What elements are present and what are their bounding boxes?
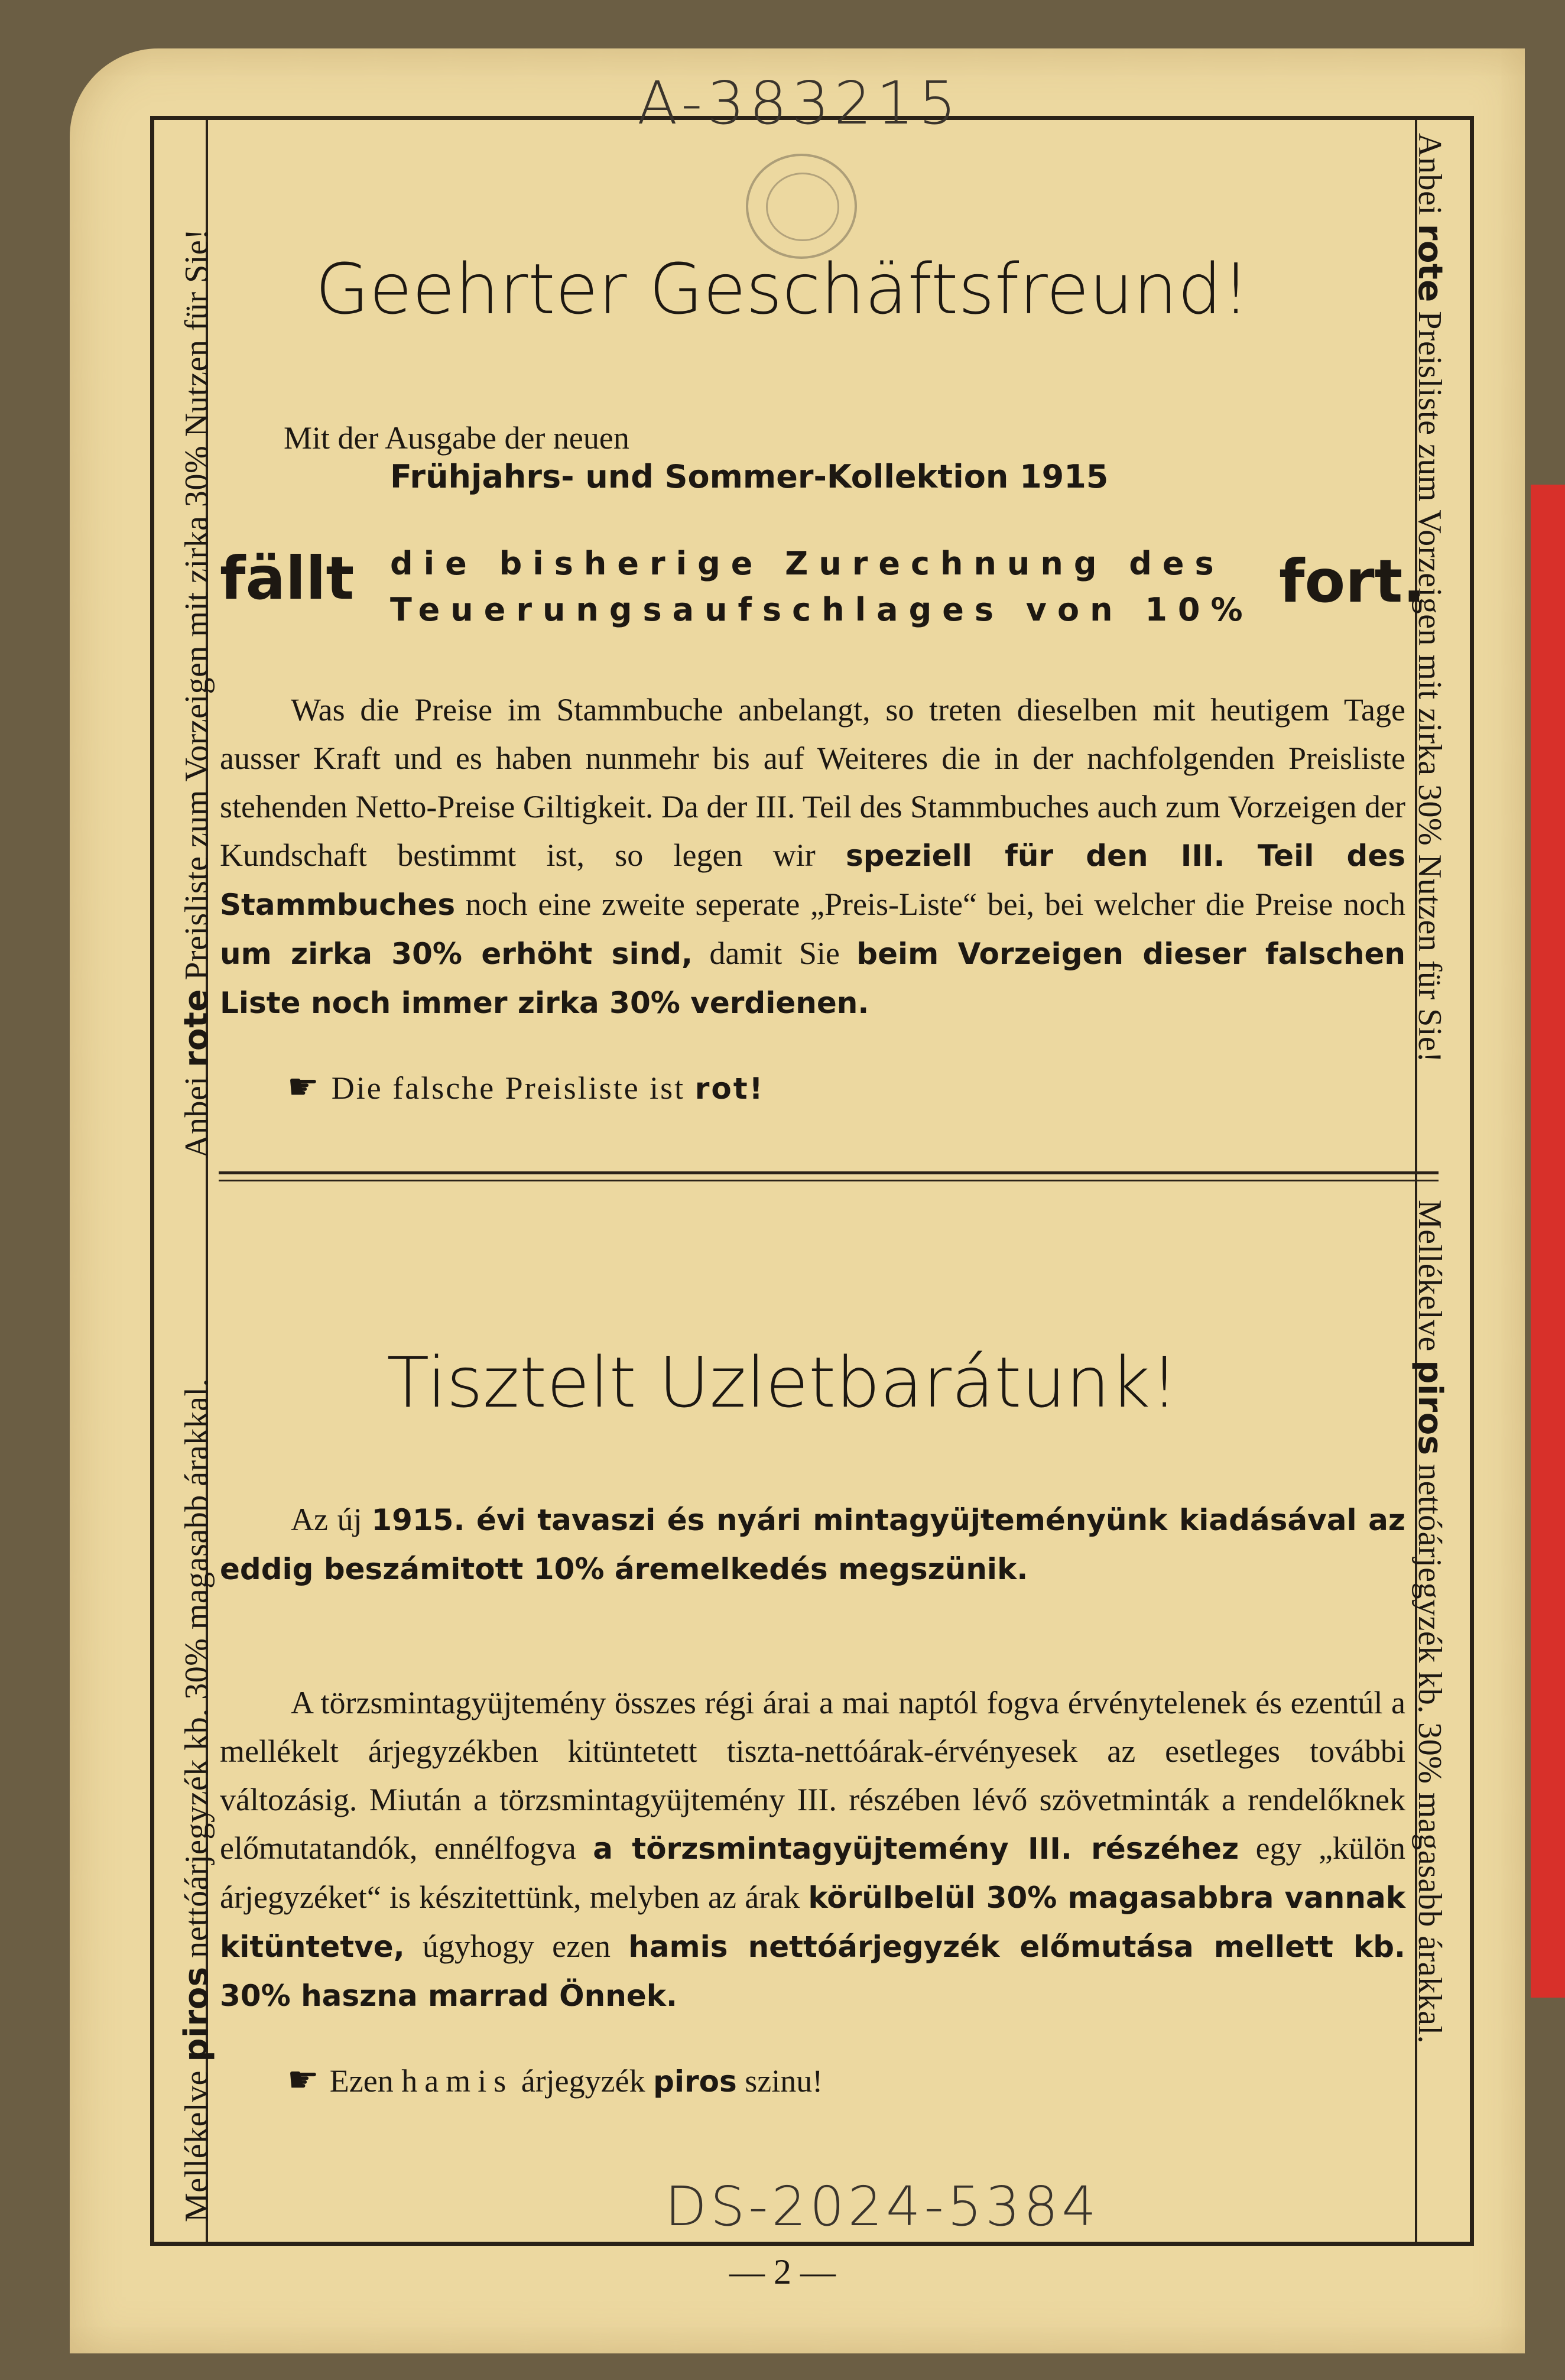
pointing-hand-icon: ☛ <box>287 1066 321 1108</box>
pointing-hand-icon: ☛ <box>287 2059 319 2100</box>
page-number: — 2 — <box>729 2252 836 2291</box>
german-line1: die bisherige Zurechnung des <box>390 545 1225 582</box>
german-line2: Teuerungsaufschlages von 10% <box>390 591 1254 628</box>
hungarian-body-bold: hamis nettóárjegyzék előmutása mellett kb. 30% haszna marrad Önnek. <box>220 1930 1405 2013</box>
german-faellt: fällt <box>220 544 355 613</box>
hungarian-note <box>287 2056 823 2106</box>
hungarian-body-bold: körülbelül 30% magasabbra vannak kitüntetve, <box>220 1881 1405 1964</box>
side-text-part: Preisliste zum Vorzeigen mit zirka 30% Nutzen für Sie! <box>1411 302 1448 1063</box>
german-body-bold: um zirka 30% erhöht sind, <box>220 937 693 971</box>
hungarian-body-text: A törzsmintagyüjtemény összes régi árai a mai naptól fogva érvénytelenek és ezentúl a mellékelt árjegyzékben kitüntetett tiszta-nettóárak-érvényesek az esetleges további változásig. Miután a törzsmintagyüjtemény III. részében lévő szövetminták a rendelőknek előmutatandók, ennélfogva <box>220 1685 1405 1866</box>
german-intro: Mit der Ausgabe der neuen <box>284 420 629 456</box>
hungarian-intro-bold: 1915. évi tavaszi és nyári mintagyüjteményünk kiadásával az eddig beszámitott 10% áremelkedés megszünik. <box>220 1503 1406 1586</box>
hungarian-intro-text: Az új <box>291 1502 372 1537</box>
side-text-part: Mellékelve <box>1411 1200 1448 1361</box>
library-stamp-inner <box>766 173 839 241</box>
manuscript-note-bottom: DS-2024-5384 <box>665 2175 1100 2238</box>
side-text-bold: piros <box>1411 1360 1449 1456</box>
hungarian-note-spaced: hamis <box>401 2063 514 2099</box>
hungarian-heading: Tisztelt Uzletbarátunk! <box>387 1342 1178 1423</box>
hungarian-note-text: Ezen <box>329 2063 402 2099</box>
hungarian-body-text: egy „külön árjegyzéket“ is készitettünk, melyben az árak <box>220 1830 1405 1915</box>
side-text-bold: piros <box>177 1966 216 2062</box>
side-text-bold: rote <box>177 989 216 1068</box>
german-fort: fort. <box>1279 547 1426 616</box>
hungarian-intro <box>220 1495 1405 1593</box>
side-text-part: Anbei <box>1411 133 1448 224</box>
manuscript-note-top: A-383215 <box>637 69 962 138</box>
section-divider <box>219 1171 1439 1174</box>
hungarian-note-text: árjegyzék <box>513 2063 654 2099</box>
german-heading: Geehrter Geschäftsfreund! <box>315 248 1250 330</box>
german-body-text: noch eine zweite seperate „Preis-Liste“ bei, bei welcher die Preise noch <box>455 887 1405 922</box>
german-body <box>220 686 1405 1027</box>
german-body-text: damit Sie <box>692 936 857 971</box>
german-collection: Frühjahrs- und Sommer-Kollektion 1915 <box>390 458 1109 495</box>
library-stamp <box>746 154 857 259</box>
german-note-text: Die falsche Preisliste ist <box>331 1070 695 1106</box>
hungarian-body-text: úgyhogy ezen <box>404 1928 629 1964</box>
section-divider-thin <box>219 1180 1439 1181</box>
side-text-part: Anbei <box>178 1067 215 1158</box>
hungarian-body-bold: a törzsmintagyüjtemény III. részéhez <box>593 1832 1239 1866</box>
side-text-bold: rote <box>1411 223 1449 303</box>
german-body-text: Was die Preise im Stammbuche anbelangt, so treten dieselben mit heutigem Tage ausser Kraft und es haben nunmehr bis auf Weiteres die in der nachfolgenden Preisliste stehenden Netto-Preise Giltigkeit. Da der III. Teil des Stammbuches auch zum Vorzeigen der Kundschaft bestimmt ist, so legen wir <box>220 692 1405 873</box>
side-text-part: nettóárjegyzék kb. 30% magasabb árakkal. <box>178 1378 215 1967</box>
german-body-bold: beim Vorzeigen dieser falschen Liste noch immer zirka 30% verdienen. <box>220 937 1405 1020</box>
hungarian-note-bold: piros <box>653 2064 737 2099</box>
german-note <box>287 1063 764 1113</box>
side-text-part: nettóárjegyzék kb. 30% magasabb árakkal. <box>1411 1455 1448 2044</box>
red-price-list-edge <box>1531 485 1565 1998</box>
german-body-bold: speziell für den III. Teil des Stammbuches <box>220 839 1405 922</box>
hungarian-note-text: szinu! <box>736 2063 823 2099</box>
side-text-part: Mellékelve <box>178 2061 215 2222</box>
german-note-bold: rot! <box>694 1072 765 1106</box>
hungarian-body <box>220 1678 1405 2020</box>
side-text-part: Preisliste zum Vorzeigen mit zirka 30% Nutzen für Sie! <box>178 228 215 989</box>
